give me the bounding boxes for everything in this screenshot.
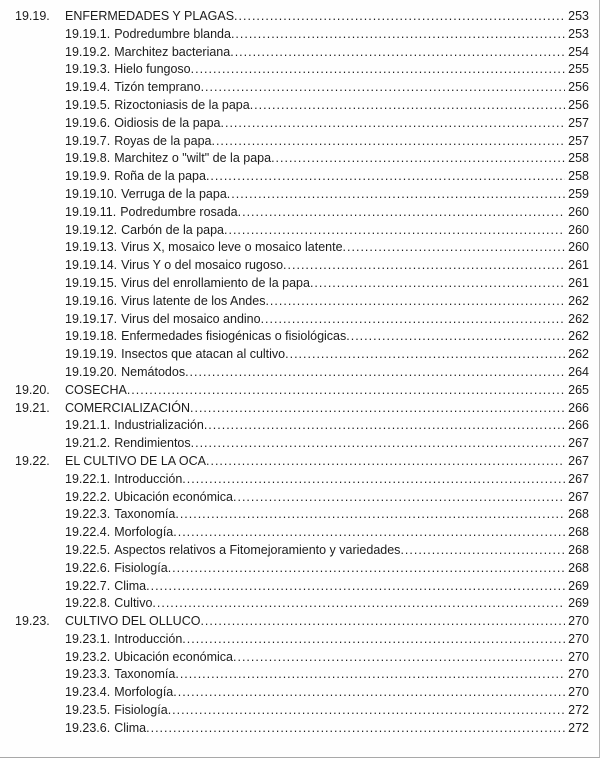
- toc-entry: [15, 435, 589, 453]
- toc-entry-page: 272: [568, 720, 589, 735]
- toc-entry: [15, 275, 589, 293]
- toc-entry-title: ENFERMEDADES Y PLAGAS: [65, 9, 235, 23]
- toc-entry-number: 19.19.12.: [65, 222, 118, 237]
- toc-leader-dots: [173, 684, 565, 702]
- toc-entry: [15, 364, 589, 382]
- toc-entry-number: 19.22.7.: [65, 578, 111, 593]
- toc-entry-number: 19.23.1.: [65, 631, 111, 646]
- toc-entry-number: 19.19.11.: [65, 204, 117, 219]
- toc-entry-page: 270: [568, 614, 589, 629]
- toc-leader-dots: [285, 346, 565, 364]
- toc-entry-number: 19.21.1.: [65, 418, 111, 433]
- toc-entry-title: Podredumbre blanda: [114, 26, 231, 41]
- toc-leader-dots: [175, 506, 565, 524]
- toc-entry-title: Industrialización: [114, 418, 204, 433]
- toc-entry-title: Virus del enrollamiento de la papa: [121, 275, 310, 290]
- toc-entry: [15, 293, 589, 311]
- toc-entry-title: Introducción: [114, 631, 183, 646]
- toc-entry-page: 253: [568, 9, 589, 23]
- toc-entry-page: 267: [568, 436, 589, 451]
- toc-entry-page: 264: [568, 364, 589, 379]
- toc-entry: [15, 649, 589, 667]
- toc-entry-number: 19.19.6.: [65, 115, 111, 130]
- toc-leader-dots: [201, 79, 565, 97]
- toc-entry-title: Cultivo: [114, 596, 153, 611]
- toc-leader-dots: [230, 44, 565, 62]
- toc-entry: [15, 542, 589, 560]
- toc-entry: [15, 26, 589, 44]
- toc-leader-dots: [185, 364, 565, 382]
- toc-entry: [15, 578, 589, 596]
- toc-entry: [15, 417, 589, 435]
- toc-entry-title: Taxonomía: [114, 507, 176, 522]
- toc-leader-dots: [271, 150, 565, 168]
- toc-entry: [15, 328, 589, 346]
- toc-leader-dots: [204, 417, 565, 435]
- toc-leader-dots: [168, 702, 565, 720]
- toc-leader-dots: [224, 222, 565, 240]
- toc-entry-title: Morfología: [114, 525, 174, 540]
- toc-entry-number: 19.19.19.: [65, 347, 118, 362]
- toc-entry-title: Insectos que atacan al cultivo: [121, 347, 286, 362]
- toc-entry-title: Carbón de la papa: [121, 222, 224, 237]
- toc-entry-title: Oidiosis de la papa: [114, 115, 221, 130]
- toc-entry-page: 261: [568, 275, 589, 290]
- toc-leader-dots: [146, 720, 565, 738]
- toc-entry-number: 19.19.15.: [65, 275, 118, 290]
- toc-leader-dots: [233, 649, 565, 667]
- toc-entry-number: 19.23.: [15, 614, 50, 629]
- toc-entry-number: 19.19.7.: [65, 133, 111, 148]
- toc-entry-number: 19.23.4.: [65, 685, 111, 700]
- toc-entry-title: Fisiología: [114, 703, 168, 718]
- toc-entry-number: 19.20.: [15, 382, 50, 397]
- toc-entry-page: 262: [568, 311, 589, 326]
- toc-entry-title: Ubicación económica: [114, 649, 233, 664]
- toc-entry: [15, 613, 589, 631]
- toc-leader-dots: [168, 560, 565, 578]
- toc-entry-page: 265: [568, 382, 589, 397]
- toc-entry-number: 19.19.5.: [65, 97, 111, 112]
- toc-entry-number: 19.19.17.: [65, 311, 118, 326]
- toc-entry-title: Ubicación económica: [114, 489, 233, 504]
- toc-entry: [15, 560, 589, 578]
- toc-entry: [15, 666, 589, 684]
- toc-entry-number: 19.19.20.: [65, 364, 118, 379]
- toc-entry: [15, 489, 589, 507]
- toc-entry: [15, 506, 589, 524]
- toc-entry: [15, 311, 589, 329]
- toc-entry-page: 267: [568, 471, 589, 486]
- toc-leader-dots: [206, 168, 565, 186]
- toc-entry-page: 258: [568, 151, 589, 166]
- toc-entry-title: Aspectos relativos a Fitomejoramiento y variedades: [114, 542, 401, 557]
- table-of-contents: [15, 8, 589, 738]
- toc-entry-page: 260: [568, 222, 589, 237]
- toc-leader-dots: [400, 542, 565, 560]
- toc-entry-page: 256: [568, 80, 589, 95]
- toc-entry-page: 257: [568, 133, 589, 148]
- toc-entry-number: 19.21.: [15, 400, 50, 415]
- toc-entry-number: 19.22.6.: [65, 560, 111, 575]
- toc-entry-title: COSECHA: [65, 382, 127, 397]
- toc-entry-number: 19.19.8.: [65, 151, 111, 166]
- toc-entry: [15, 524, 589, 542]
- toc-entry-number: 19.22.2.: [65, 489, 111, 504]
- toc-entry-page: 268: [568, 560, 589, 575]
- toc-entry-number: 19.22.1.: [65, 471, 111, 486]
- toc-entry-number: 19.22.5.: [65, 542, 111, 557]
- toc-entry-page: 267: [568, 489, 589, 504]
- toc-entry-title: Tizón temprano: [114, 80, 201, 95]
- toc-leader-dots: [233, 489, 565, 507]
- toc-entry-title: Enfermedades fisiogénicas o fisiológicas: [121, 329, 347, 344]
- toc-entry-number: 19.22.3.: [65, 507, 111, 522]
- toc-entry-page: 253: [568, 26, 589, 41]
- toc-entry-number: 19.19.: [15, 9, 50, 23]
- toc-entry-number: 19.19.10.: [65, 186, 118, 201]
- toc-entry-number: 19.19.14.: [65, 258, 118, 273]
- toc-entry-title: CULTIVO DEL OLLUCO: [65, 614, 201, 629]
- toc-entry-title: Clima: [114, 578, 147, 593]
- toc-leader-dots: [190, 400, 565, 418]
- toc-entry: [15, 471, 589, 489]
- toc-entry: [15, 400, 589, 418]
- toc-leader-dots: [200, 613, 565, 631]
- toc-entry: [15, 720, 589, 738]
- toc-entry-number: 19.19.3.: [65, 62, 111, 77]
- toc-entry-page: 261: [568, 258, 589, 273]
- toc-entry-page: 270: [568, 685, 589, 700]
- toc-entry: [15, 595, 589, 613]
- toc-entry: [15, 631, 589, 649]
- toc-entry: [15, 222, 589, 240]
- toc-entry: [15, 204, 589, 222]
- toc-entry-title: Virus Y o del mosaico rugoso: [121, 258, 284, 273]
- toc-entry: [15, 115, 589, 133]
- toc-entry-title: Taxonomía: [114, 667, 176, 682]
- toc-entry: [15, 453, 589, 471]
- toc-entry-title: Virus X, mosaico leve o mosaico latente: [121, 240, 343, 255]
- toc-entry-page: 266: [568, 418, 589, 433]
- toc-leader-dots: [310, 275, 565, 293]
- toc-leader-dots: [191, 61, 565, 79]
- toc-entry: [15, 97, 589, 115]
- toc-entry: [15, 684, 589, 702]
- toc-entry-number: 19.23.5.: [65, 703, 111, 718]
- toc-entry-page: 269: [568, 578, 589, 593]
- toc-leader-dots: [250, 97, 565, 115]
- toc-entry-title: Rizoctoniasis de la papa: [114, 97, 250, 112]
- toc-entry: [15, 8, 589, 26]
- toc-leader-dots: [238, 204, 565, 222]
- toc-entry-title: Rendimientos: [114, 436, 191, 451]
- toc-entry-number: 19.19.1.: [65, 26, 111, 41]
- toc-entry-page: 256: [568, 97, 589, 112]
- toc-entry-title: Marchitez o "wilt" de la papa: [114, 151, 272, 166]
- toc-entry-page: 270: [568, 631, 589, 646]
- toc-entry-title: Virus latente de los Andes: [121, 293, 266, 308]
- toc-leader-dots: [146, 578, 565, 596]
- toc-leader-dots: [231, 26, 565, 44]
- toc-entry-page: 254: [568, 44, 589, 59]
- toc-entry: [15, 150, 589, 168]
- toc-leader-dots: [211, 133, 565, 151]
- toc-entry-page: 268: [568, 542, 589, 557]
- toc-leader-dots: [152, 595, 565, 613]
- toc-entry-page: 272: [568, 703, 589, 718]
- toc-entry-page: 270: [568, 667, 589, 682]
- toc-leader-dots: [182, 471, 565, 489]
- toc-leader-dots: [234, 8, 565, 26]
- toc-entry-page: 258: [568, 169, 589, 184]
- toc-leader-dots: [346, 328, 565, 346]
- toc-entry-title: Morfología: [114, 685, 174, 700]
- toc-entry-page: 270: [568, 649, 589, 664]
- toc-entry-page: 268: [568, 507, 589, 522]
- toc-entry-title: Fisiología: [114, 560, 168, 575]
- toc-leader-dots: [173, 524, 565, 542]
- toc-entry-number: 19.19.4.: [65, 80, 111, 95]
- toc-entry-number: 19.23.3.: [65, 667, 111, 682]
- toc-entry-title: Podredumbre rosada: [120, 204, 238, 219]
- toc-leader-dots: [261, 311, 565, 329]
- toc-entry-title: Verruga de la papa: [121, 186, 227, 201]
- toc-entry: [15, 257, 589, 275]
- toc-entry-page: 266: [568, 400, 589, 415]
- toc-leader-dots: [175, 666, 565, 684]
- toc-entry: [15, 239, 589, 257]
- toc-entry-title: Marchitez bacteriana: [114, 44, 231, 59]
- toc-entry-title: Roña de la papa: [114, 169, 206, 184]
- toc-entry-title: COMERCIALIZACIÓN: [65, 400, 191, 415]
- toc-entry-title: Royas de la papa: [114, 133, 212, 148]
- toc-entry-page: 255: [568, 62, 589, 77]
- toc-entry-page: 260: [568, 204, 589, 219]
- toc-entry-number: 19.23.6.: [65, 720, 111, 735]
- toc-entry: [15, 79, 589, 97]
- toc-entry: [15, 702, 589, 720]
- toc-entry-number: 19.23.2.: [65, 649, 111, 664]
- toc-entry: [15, 346, 589, 364]
- toc-entry: [15, 382, 589, 400]
- toc-entry-page: 262: [568, 347, 589, 362]
- toc-entry: [15, 44, 589, 62]
- toc-entry: [15, 133, 589, 151]
- toc-leader-dots: [227, 186, 565, 204]
- toc-entry: [15, 61, 589, 79]
- toc-entry-title: Clima: [114, 720, 147, 735]
- toc-entry-number: 19.19.9.: [65, 169, 111, 184]
- toc-entry-title: Virus del mosaico andino: [121, 311, 261, 326]
- toc-entry-number: 19.22.: [15, 453, 50, 468]
- toc-leader-dots: [221, 115, 565, 133]
- toc-entry-page: 262: [568, 293, 589, 308]
- toc-entry-number: 19.19.2.: [65, 44, 111, 59]
- toc-leader-dots: [206, 453, 565, 471]
- toc-entry-number: 19.19.13.: [65, 240, 118, 255]
- toc-entry-title: Nemátodos: [121, 364, 186, 379]
- toc-entry-page: 262: [568, 329, 589, 344]
- toc-entry-page: 269: [568, 596, 589, 611]
- toc-entry-title: EL CULTIVO DE LA OCA: [65, 453, 207, 468]
- toc-entry-number: 19.21.2.: [65, 436, 111, 451]
- toc-leader-dots: [265, 293, 565, 311]
- toc-entry: [15, 186, 589, 204]
- toc-entry-title: Hielo fungoso: [114, 62, 191, 77]
- toc-entry-page: 260: [568, 240, 589, 255]
- toc-entry-page: 257: [568, 115, 589, 130]
- toc-entry-number: 19.22.8.: [65, 596, 111, 611]
- toc-leader-dots: [191, 435, 565, 453]
- toc-entry-page: 259: [568, 186, 589, 201]
- toc-entry-page: 267: [568, 453, 589, 468]
- toc-entry: [15, 168, 589, 186]
- toc-leader-dots: [283, 257, 565, 275]
- toc-leader-dots: [182, 631, 565, 649]
- toc-leader-dots: [127, 382, 565, 400]
- toc-entry-number: 19.22.4.: [65, 525, 111, 540]
- toc-leader-dots: [343, 239, 565, 257]
- toc-entry-title: Introducción: [114, 471, 183, 486]
- toc-entry-number: 19.19.16.: [65, 293, 118, 308]
- toc-entry-page: 268: [568, 525, 589, 540]
- toc-entry-number: 19.19.18.: [65, 329, 118, 344]
